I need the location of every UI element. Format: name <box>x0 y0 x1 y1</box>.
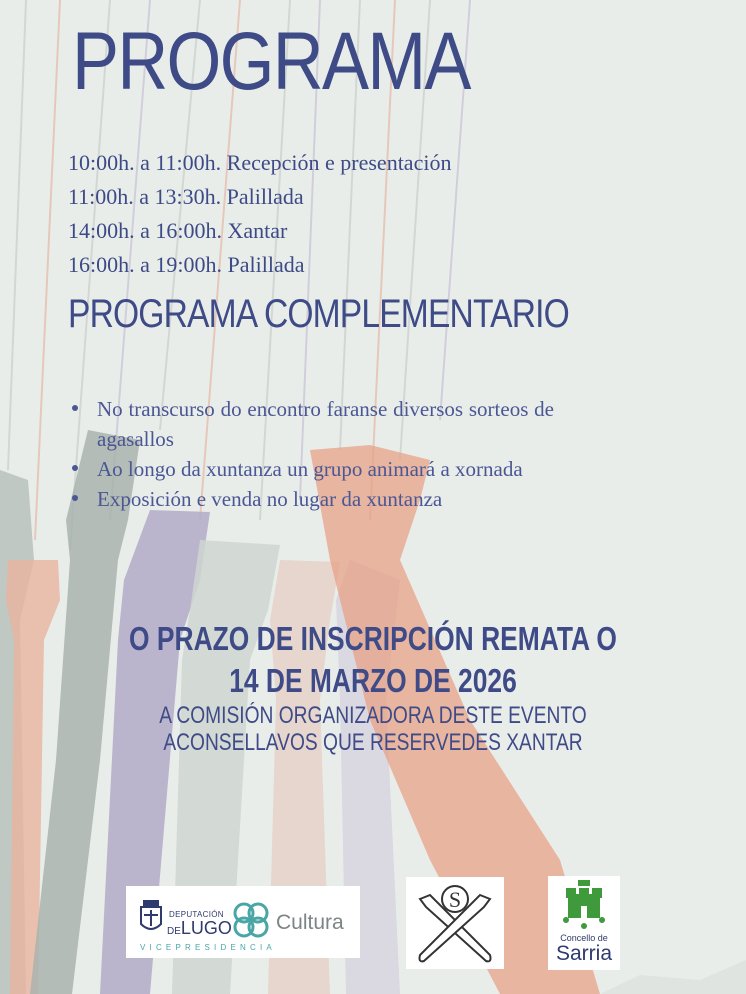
club-initial: S <box>448 887 462 912</box>
schedule-item: 11:00h. a 13:30h. Palillada <box>68 184 304 209</box>
activity-item <box>72 394 554 454</box>
club-emblem-logo <box>406 877 504 969</box>
bullet-icon <box>72 495 78 501</box>
lugo-label <box>167 918 232 939</box>
activity-text: Ao longo da xuntanza un grupo animará a xornada <box>97 457 523 481</box>
cultura-knot-icon <box>230 900 272 940</box>
activity-text: Exposición e venda no lugar da xuntanza <box>97 487 443 511</box>
castle-crest-icon <box>562 880 606 932</box>
activity-item <box>72 484 554 514</box>
activity-text: No transcurso do encontro faranse diversos sorteos de agasallos <box>97 397 554 451</box>
page-title: PROGRAMA <box>72 16 470 107</box>
concello-sarria-logo <box>548 876 620 970</box>
schedule-item: 16:00h. a 19:00h. Palillada <box>68 252 305 277</box>
concello-label: Concello de <box>560 933 608 943</box>
schedule-item: 14:00h. a 16:00h. Xantar <box>68 218 288 243</box>
complementary-program-heading: PROGRAMA COMPLEMENTARIO <box>68 292 569 336</box>
schedule-list <box>68 146 451 282</box>
cultura-label: Cultura <box>276 911 344 934</box>
thread <box>35 0 60 540</box>
lugo-de: DE <box>167 926 181 937</box>
coat-of-arms-icon <box>138 898 164 938</box>
note-line-1: A COMISIÓN ORGANIZADORA DESTE EVENTO <box>159 702 587 729</box>
note-line-2: ACONSELLAVOS QUE RESERVEDES XANTAR <box>163 729 583 756</box>
schedule-item: 10:00h. a 11:00h. Recepción e presentación <box>68 150 452 175</box>
lugo-name: LUGO <box>180 918 232 938</box>
thread <box>8 0 26 470</box>
registration-deadline <box>20 618 726 702</box>
sarria-label: Sarria <box>555 942 613 965</box>
deadline-line-1: O PRAZO DE INSCRIPCIÓN REMATA O <box>129 620 617 657</box>
bullet-icon <box>72 465 78 471</box>
ground-shadow <box>600 960 746 994</box>
vicepresidencia-label: VICEPRESIDENCIA <box>140 943 276 952</box>
bullet-icon <box>72 405 78 411</box>
activities-list <box>72 394 554 514</box>
organizer-note <box>20 702 726 756</box>
deputacion-label: DEPUTACIÓN <box>169 910 224 919</box>
activity-item <box>72 454 554 484</box>
deadline-line-2: 14 DE MARZO DE 2026 <box>229 662 517 699</box>
crossed-bobbins-icon <box>406 877 504 969</box>
deputacion-lugo-logo <box>126 886 360 958</box>
